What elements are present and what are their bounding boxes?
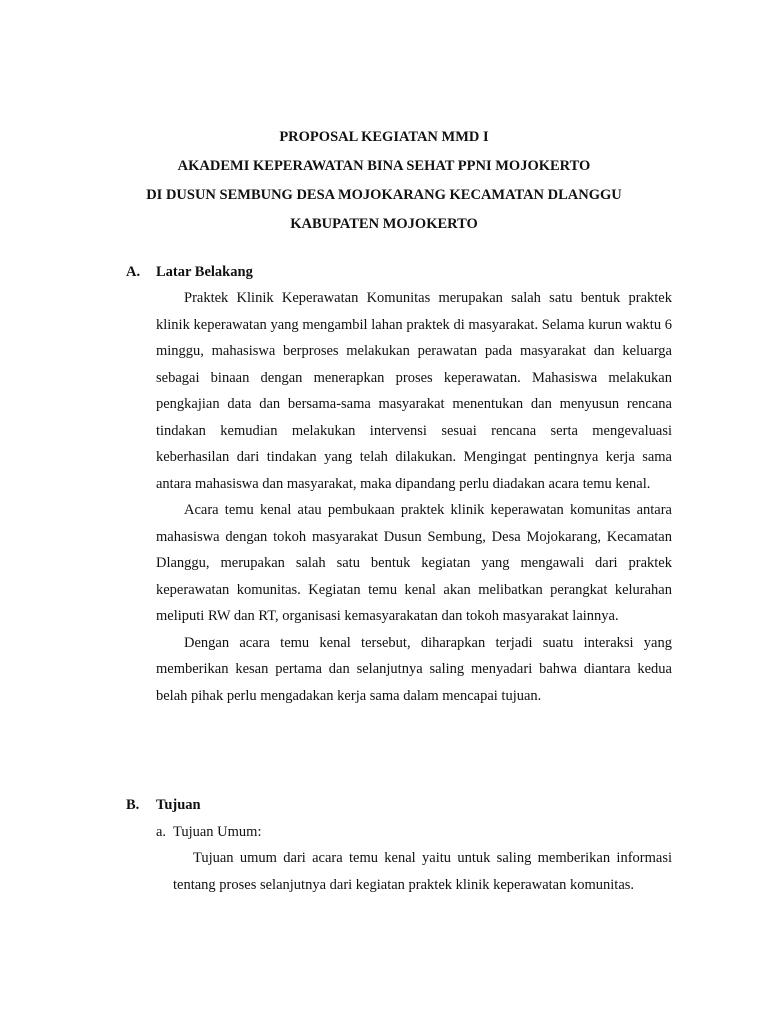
section-a-paragraph-3: Dengan acara temu kenal tersebut, diharapkan terjadi suatu interaksi yang memberikan kesan pertama dan selanjutnya saling menyadari bahwa diantara kedua belah pihak perlu mengadakan kerja sama dalam mencapai tujuan. — [156, 634, 672, 704]
section-a-body — [156, 285, 672, 709]
document-title — [0, 123, 768, 239]
section-a-heading — [126, 262, 253, 282]
subsection-a-paragraph: Tujuan umum dari acara temu kenal yaitu untuk saling memberikan informasi tentang proses selanjutnya dari kegiatan praktek klinik keperawatan komunitas. — [173, 850, 672, 893]
section-b-letter: B. — [126, 797, 140, 813]
title-line-4: KABUPATEN MOJOKERTO — [290, 216, 478, 232]
subsection-a-body — [173, 845, 672, 898]
subsection-a-heading — [156, 822, 262, 842]
title-line-2: AKADEMI KEPERAWATAN BINA SEHAT PPNI MOJOKERTO — [177, 158, 591, 174]
section-a-letter: A. — [126, 264, 141, 280]
title-line-1: PROPOSAL KEGIATAN MMD I — [279, 129, 489, 145]
title-line-3: DI DUSUN SEMBUNG DESA MOJOKARANG KECAMATAN DLANGGU — [146, 187, 622, 203]
section-b-title: Tujuan — [156, 797, 201, 813]
section-b-heading — [126, 795, 201, 815]
section-a-title: Latar Belakang — [156, 264, 253, 280]
section-a-paragraph-2: Acara temu kenal atau pembukaan praktek klinik keperawatan komunitas antara mahasiswa dengan tokoh masyarakat Dusun Sembung, Desa Mojokarang, Kecamatan Dlanggu, merupakan salah satu bentuk kegiatan yang mengawali dari praktek keperawatan komunitas. Kegiatan temu kenal akan melibatkan perangkat kelurahan meliputi RW dan RT, organisasi kemasyarakatan dan tokoh masyarakat lainnya. — [156, 502, 672, 624]
section-a-paragraph-1: Praktek Klinik Keperawatan Komunitas merupakan salah satu bentuk praktek klinik keperawatan yang mengambil lahan praktek di masyarakat. Selama kurun waktu 6 minggu, mahasiswa berproses melakukan perawatan pada masyarakat dan keluarga sebagai binaan dengan menerapkan proses keperawatan. Mahasiswa melakukan pengkajian data dan bersama-sama masyarakat menentukan dan menyusun rencana tindakan kemudian melakukan intervensi sesuai rencana serta mengevaluasi keberhasilan dari tindakan yang telah dilakukan. Mengingat pentingnya kerja sama antara mahasiswa dan masyarakat, maka dipandang perlu diadakan acara temu kenal. — [156, 290, 672, 492]
subsection-a-title: Tujuan Umum: — [173, 824, 262, 840]
subsection-a-letter: a. — [156, 824, 167, 840]
